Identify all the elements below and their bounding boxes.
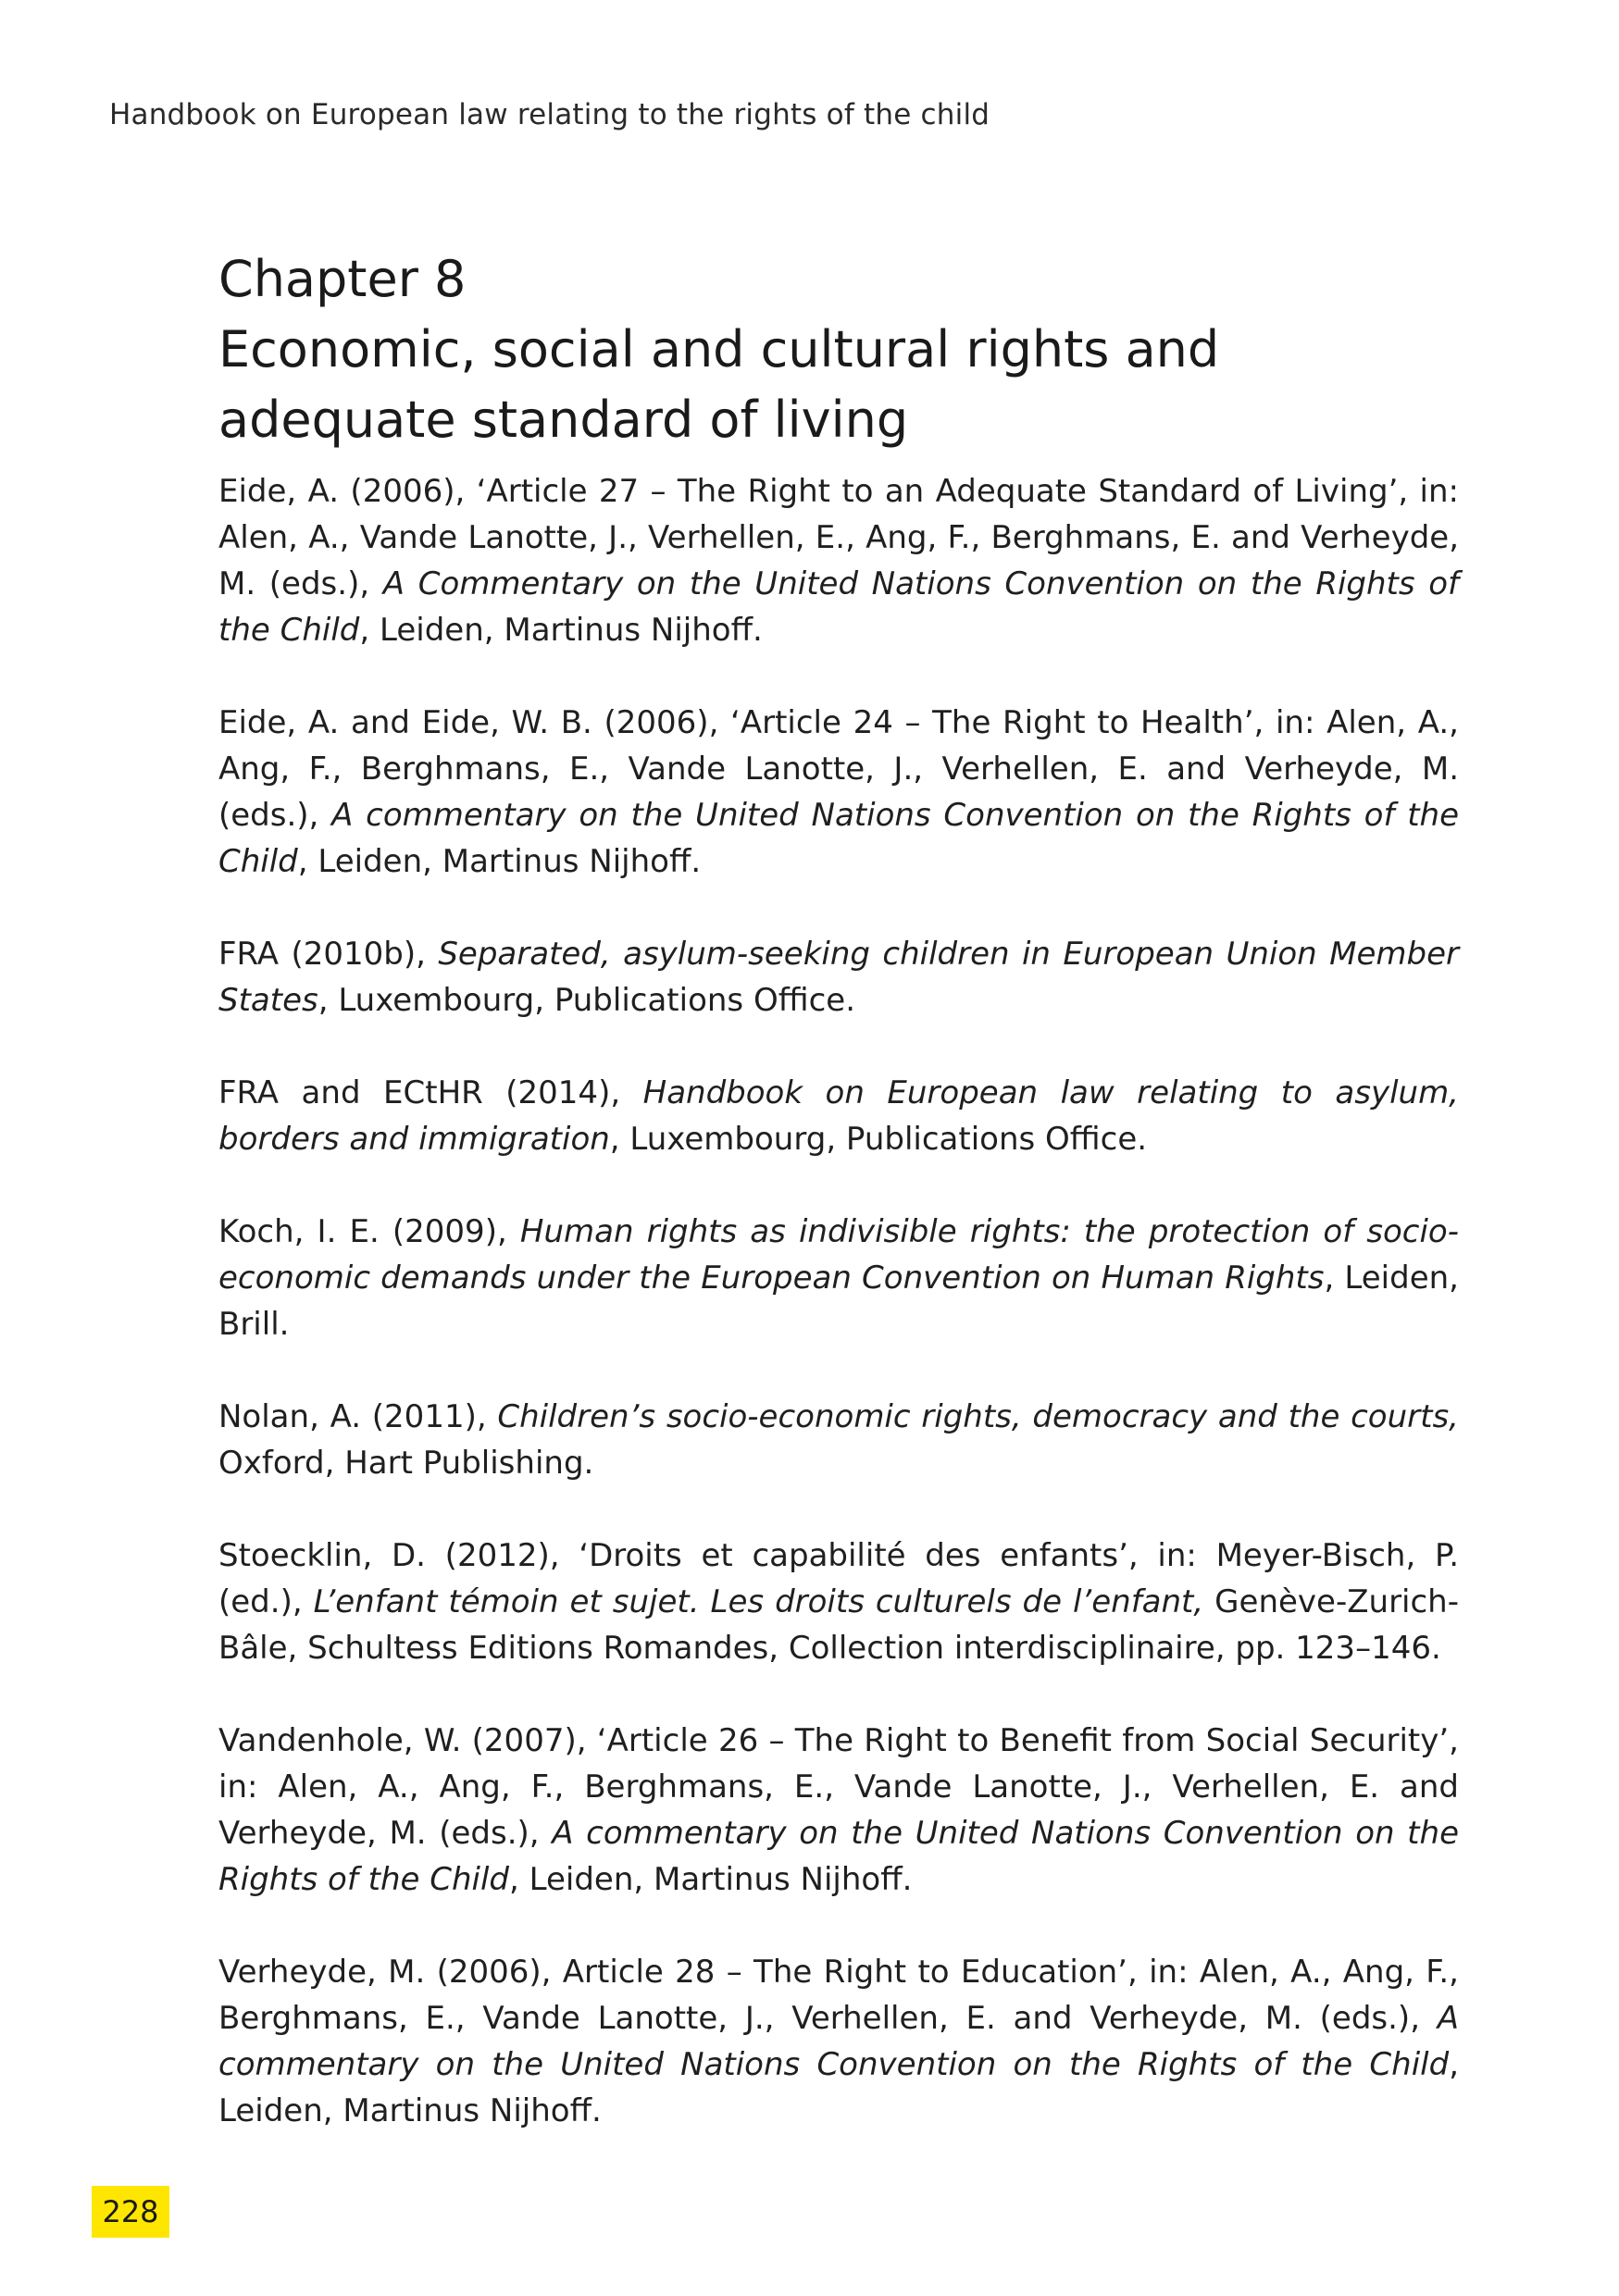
reference-publisher: Oxford, Hart Publishing. [218,1445,594,1482]
reference-text: Verheyde, M. (2006), Article 28 – The Right to Education’, in: Alen, A., Ang, F., Berghmans, E., Vande Lanotte, J., Verhellen, E. and Verheyde, M. (eds.), [218,1954,1459,2037]
chapter-label: Chapter 8 [218,250,467,308]
reference-publisher: Genève-Zurich-Bâle, Schultess Editions Romandes, Collection interdisciplinaire, pp. 123–146. [218,1583,1459,1667]
reference-title: A Commentary on the United Nations Convention on the Rights of the Child [218,565,1459,649]
reference-entry [218,1533,1459,1671]
reference-text: Eide, A. (2006), ‘Article 27 – The Right to an Adequate Standard of Living’, in: Alen, A., Vande Lanotte, J., Verhellen, E., Ang, F., Berghmans, E. and Verheyde, M. (eds.), [218,473,1459,602]
reference-title: A commentary on the United Nations Convention on the Rights of the Child [218,1815,1459,1898]
page-number: 228 [92,2186,169,2238]
reference-publisher: , Luxembourg, Publications Office. [318,982,856,1019]
reference-publisher: , Leiden, Martinus Nijhoff. [218,2046,1459,2129]
reference-title: Separated, asylum-seeking children in European Union Member States [218,936,1459,1019]
reference-text: FRA (2010b), [218,936,439,973]
reference-title: Human rights as indivisible rights: the protection of socio-economic demands under the European Convention on Human Rights [218,1213,1459,1297]
reference-text: Vandenhole, W. (2007), ‘Article 26 – The Right to Benefit from Social Security’, in: Alen, A., Ang, F., Berghmans, E., Vande Lanotte, J., Verhellen, E. and Verheyde, M. (eds.), [218,1722,1459,1852]
reference-title: Handbook on European law relating to asylum, borders and immigration [218,1074,1459,1158]
chapter-title: Economic, social and cultural rights and adequate standard of living [218,320,1220,449]
reference-text: Koch, I. E. (2009), [218,1213,520,1250]
reference-title: Children’s socio-economic rights, democracy and the courts, [497,1398,1459,1435]
reference-text: Stoecklin, D. (2012), ‘Droits et capabilité des enfants’, in: Meyer-Bisch, P. (ed.), [218,1537,1459,1620]
reference-publisher: , Leiden, Martinus Nijhoff. [509,1861,913,1898]
reference-publisher: , Luxembourg, Publications Office. [609,1121,1148,1158]
reference-publisher: , Leiden, Martinus Nijhoff. [359,612,763,649]
reference-entry [218,1718,1459,1903]
reference-publisher: , Leiden, Martinus Nijhoff. [297,843,702,880]
running-header: Handbook on European law relating to the rights of the child [109,98,990,131]
reference-entry [218,468,1459,653]
reference-entry [218,1394,1459,1486]
reference-title: A commentary on the United Nations Convention on the Rights of the Child [218,2000,1459,2083]
reference-entry [218,1949,1459,2134]
reference-entry [218,931,1459,1024]
reference-text: Eide, A. and Eide, W. B. (2006), ‘Article 24 – The Right to Health’, in: Alen, A., Ang, F., Berghmans, E., Vande Lanotte, J., Verhellen, E. and Verheyde, M.(eds.), [218,704,1459,834]
chapter-heading [218,244,1459,455]
reference-title: A commentary on the United Nations Convention on the Rights of the Child [218,797,1459,880]
reference-publisher: , Leiden, Brill. [218,1260,1459,1343]
reference-entry [218,700,1459,885]
reference-text: FRA and ECtHR (2014), [218,1074,643,1111]
reference-text: Nolan, A. (2011), [218,1398,498,1435]
reference-entry [218,1070,1459,1162]
reference-title: L’enfant témoin et sujet. Les droits culturels de l’enfant, [313,1583,1204,1620]
reference-list [218,468,1459,2180]
reference-entry [218,1209,1459,1347]
